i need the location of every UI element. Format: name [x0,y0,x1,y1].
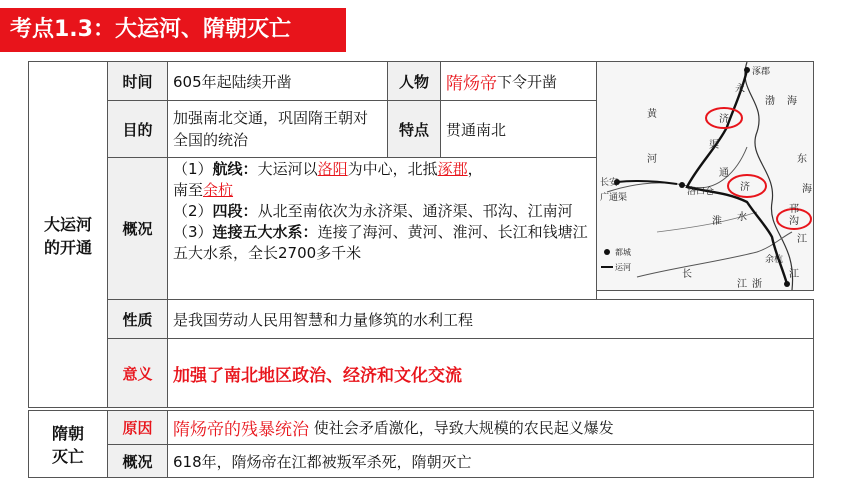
map-label-han: 邗 [789,204,799,215]
overview-line-2: （2）四段：从北至南依次为永济渠、通济渠、邗沟、江南河 [173,202,573,220]
map-label-jiang: 江 [797,234,807,245]
person-value [440,61,597,101]
time-label: 时间 [107,61,168,101]
overview-line-1: （1）航线：大运河以洛阳为中心，北抵涿郡， [173,160,483,178]
map-label-shui: 水 [737,212,747,223]
map-label-zhe: 浙 [752,279,762,290]
overview-label: 概况 [107,157,168,300]
overview-line-1b: 南至余杭 [173,181,234,199]
map-label-jiang3: 江 [789,269,799,280]
map-label-guangtong: 广通渠 [600,193,628,203]
time-value: 605年起陆续开凿 [167,61,388,101]
cause-rest: 使社会矛盾激化，导致大规模的农民起义爆发 [313,419,614,437]
page-title: 考点1.3：大运河、隋朝灭亡 [0,8,346,52]
map-label-dong: 东 [797,154,807,165]
map-label-changan: 长安 [600,178,619,188]
cause-value [167,410,814,445]
map-label-ji2: 济 [740,182,750,193]
map-label-huang: 黄 [647,109,657,120]
map-label-luokou: 洛口仓 [687,187,715,197]
map-label-jiang2: 江 [737,279,747,290]
map-legend-canal: 运河 [615,263,631,272]
map-label-ji1: 济 [719,114,729,125]
map-legend-city: 都城 [615,248,631,257]
overview-line-3: （3）连接五大水系：连接了海河、黄河、淮河、长江和钱塘江五大水系，全长2700多千米 [173,223,588,262]
blank-yuhang: 余杭 [203,181,234,199]
map-label-chang: 长 [682,269,692,280]
cause-label: 原因 [107,410,168,445]
purpose-value: 加强南北交通，巩固隋王朝对全国的统治 [167,100,388,158]
blank-zhuojun: 涿郡 [437,160,468,178]
map-label-yong: 永 [735,84,745,95]
grand-canal-map [596,61,814,291]
map-label-yuhang: 余杭 [765,255,784,265]
purpose-label: 目的 [107,100,168,158]
canal-side-label: 大运河 的开通 [28,61,108,408]
person-red: 隋炀帝 [446,73,497,94]
fall-overview-label: 概况 [107,444,168,478]
map-label-tong: 通 [719,168,729,179]
cause-red: 隋炀帝的残暴统治 [173,420,309,440]
blank-luoyang: 洛阳 [317,160,348,178]
person-rest: 下令开凿 [497,72,558,91]
feature-value: 贯通南北 [440,100,597,158]
meaning-value: 加强了南北地区政治、经济和文化交流 [167,338,814,408]
nature-value: 是我国劳动人民用智慧和力量修筑的水利工程 [167,299,814,339]
fall-overview-value: 618年，隋炀帝在江都被叛军杀死，隋朝灭亡 [167,444,814,478]
map-label-gou: 沟 [789,216,799,227]
feature-label: 特点 [387,100,441,158]
nature-label: 性质 [107,299,168,339]
map-label-huai: 淮 [712,216,722,227]
map-label-hai: 海 [802,184,812,195]
person-label: 人物 [387,61,441,101]
meaning-label: 意义 [107,338,168,408]
overview-value [167,157,597,300]
map-label-he: 河 [647,154,657,165]
map-label-qu: 渠 [709,140,719,151]
map-label-bohai2: 海 [787,96,797,107]
map-svg [597,62,813,290]
map-label-zhuojun: 涿郡 [752,67,771,77]
fall-side-label: 隋朝 灭亡 [28,410,108,478]
map-label-bohai1: 渤 [765,96,775,107]
